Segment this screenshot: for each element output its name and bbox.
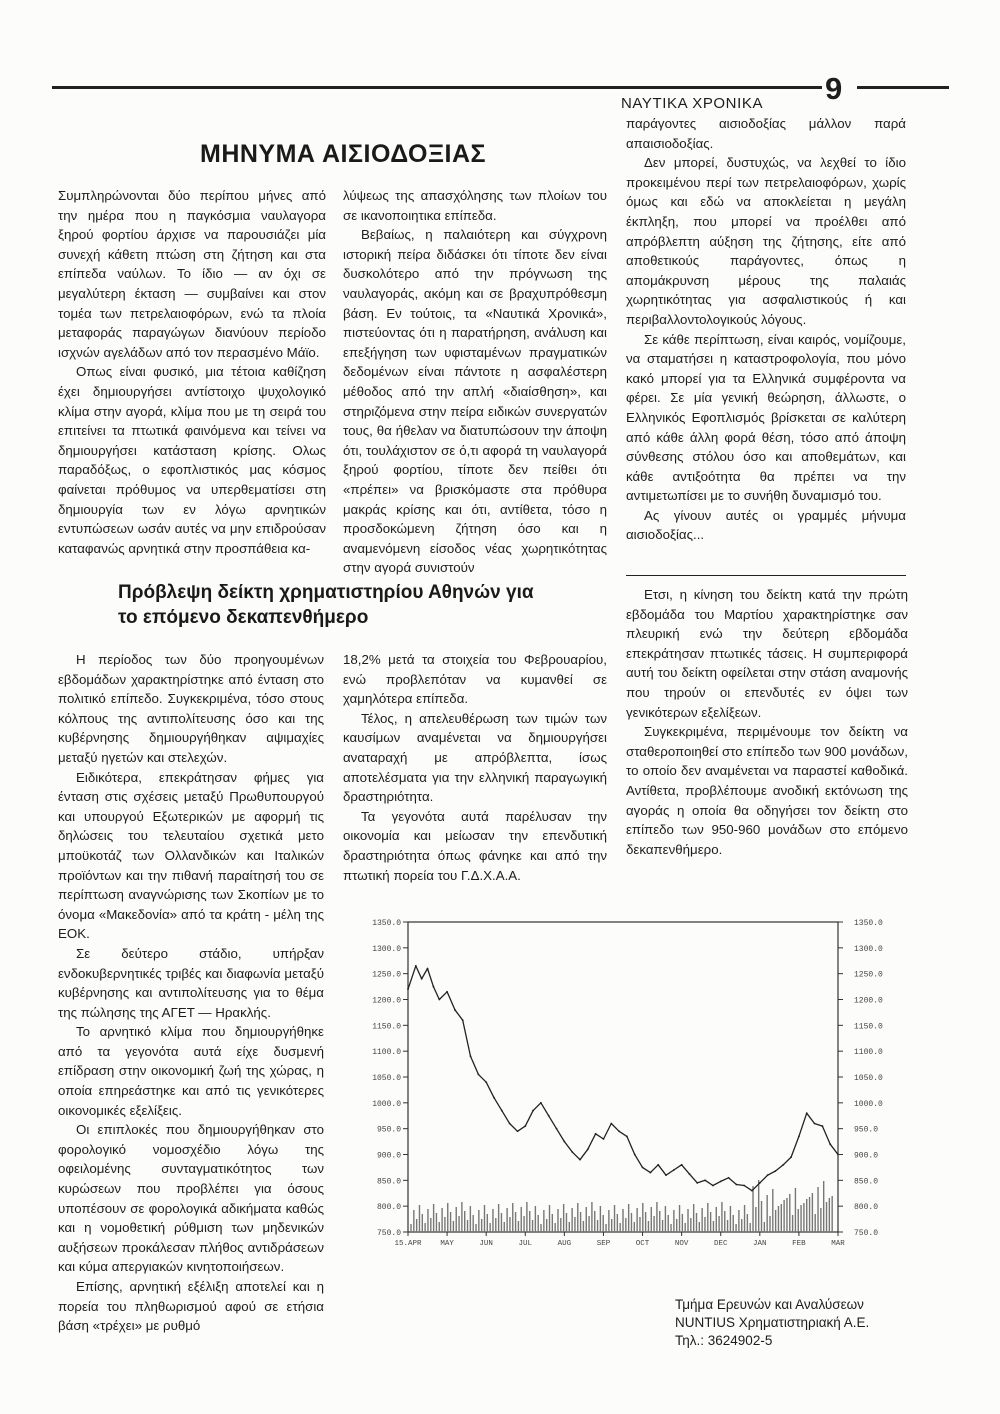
y-tick-label-right: 800.0 — [854, 1203, 879, 1213]
data-point — [634, 1154, 636, 1156]
data-point — [759, 1182, 761, 1184]
data-point — [556, 1128, 558, 1130]
y-tick-label-right: 1100.0 — [854, 1048, 883, 1058]
x-tick-label: AUG — [557, 1240, 572, 1248]
y-tick-label-left: 1050.0 — [372, 1074, 401, 1083]
data-point — [421, 978, 423, 980]
x-tick-label: JUL — [518, 1240, 533, 1248]
data-point — [540, 1102, 542, 1104]
data-point — [407, 988, 409, 990]
data-point — [618, 1130, 620, 1132]
data-point — [728, 1177, 730, 1179]
article2-column-3 — [626, 585, 908, 859]
article2-title-line-1: Πρόβλεψη δείκτη χρηματιστηρίου Αθηνών για — [118, 582, 534, 603]
data-point — [806, 1112, 808, 1114]
paragraph: Ας γίνουν αυτές οι γραμμές μήνυμα αισιοδοξίας... — [626, 507, 906, 543]
paragraph: Τα γεγονότα αυτά παρέλυσαν την οικονομία και μείωσαν την επενδυτική δραστηριότητα όπως φάνηκε και από την πτωτική πορεία του Γ.Δ.Χ.Α.Α. — [343, 808, 607, 883]
data-point — [704, 1179, 706, 1181]
credit-phone: Τηλ.: 3624902-5 — [675, 1333, 773, 1348]
header-rule-left — [52, 86, 822, 89]
y-tick-label-left: 1000.0 — [372, 1099, 401, 1109]
data-point — [433, 986, 435, 988]
paragraph: λύψεως της απασχόλησης των πλοίων του σε ικανοποιητικα επίπεδα. — [343, 188, 607, 223]
section-divider — [626, 575, 906, 576]
x-tick-label: MAR — [831, 1240, 845, 1248]
data-point — [798, 1136, 800, 1138]
y-tick-label-right: 1000.0 — [854, 1099, 883, 1109]
y-tick-label-right: 950.0 — [854, 1125, 879, 1135]
article1-column-3 — [626, 114, 906, 545]
data-point — [446, 991, 448, 993]
paragraph: Τέλος, η απελευθέρωση των τιμών των καυσίμων αναμένεται να δημιουργήσει αναταραχή με απρόβλεπτα, ίσως αποτελέσματα για την ελληνική παραγωγική δραστηριότητα. — [343, 710, 607, 805]
data-point — [790, 1156, 792, 1158]
publication-title: ΝΑΥΤΙΚΑ ΧΡΟΝΙΚΑ — [621, 95, 764, 112]
paragraph: Σε κάθε περίπτωση, είναι καιρός, νομίζουμε, να σταματήσει η καταστροφολογία, που μόνο κακό μπορεί για τα Ελληνικά συμφέροντα να φέρει. Σε μία γενική θεώρηση, άλλωστε, ο Ελληνικός Εφοπλισμός βρίσκεται σε καλύτερη από κάθε άλλη φορά θέση, τόσο από άποψη σύνθεσης στόλου όσο και αποθεμάτων, και κάθε αντιξοότητα θα πρέπει να την αντιμετωπίσει με το συνήθη δυναμισμό του. — [626, 331, 906, 504]
data-point — [485, 1081, 487, 1083]
data-point — [626, 1136, 628, 1138]
y-tick-label-right: 1150.0 — [854, 1022, 883, 1032]
paragraph: παράγοντες αισιοδοξίας μάλλον παρά απαισιοδοξίας. — [626, 116, 906, 151]
paragraph: Οπως είναι φυσικό, μια τέτοια καθίζηση έχει δημιουργήσει αντίστοιχο ψυχολογικό κλίμα στην αγορά, κλίμα που με τη σειρά του επιτείνει τα πτωτικά φαινόμενα και τείνει να δημιουργήσει κατάσταση κρίσης. Ολως παραδόξως, ο εφοπλιστικός μας κόσμος φαίνεται πρόθυμος να υπερθεματίσει στη δημιουργία των εν λόγω αρνητικών εντυπώσεων ωσάν αυτές να μην επιδρούσαν καταφανώς αρνητικά στην προσπάθεια κα- — [58, 364, 326, 556]
index-series-line — [408, 966, 838, 1191]
x-tick-label: SEP — [596, 1240, 611, 1248]
data-point — [454, 1009, 456, 1011]
paragraph: Το αρνητικό κλίμα που δημιουργήθηκε από τα γεγονότα αυτά είχε δυσμενή επίδραση στην οικονομική ζωή της χώρας, η οποία επηρεάστηκε και από τις γενικότερες οικονομικές εξελίξεις. — [58, 1024, 324, 1118]
article2-title-line-2: το επόμενο δεκαπενθήμερο — [118, 607, 369, 628]
credit-department: Τμήμα Ερευνών και Αναλύσεων — [675, 1297, 864, 1312]
data-point — [673, 1169, 675, 1171]
x-tick-label: JUN — [479, 1240, 493, 1248]
paragraph: Επίσης, αρνητική εξέλιξη αποτελεί και η πορεία του πληθωρισμού αφού σε ετήσια βάση «τρέχει» με ρυθμό — [58, 1279, 324, 1334]
y-tick-label-right: 1300.0 — [854, 944, 883, 954]
paragraph: Ειδικότερα, επεκράτησαν φήμες για ένταση στις σχέσεις μεταξύ Πρωθυπουργού και υπουργού Εξωτερικών με αφορμή τις δηλώσεις του τελευταίου σχετικά μετο μποϋκοτάζ των Ολλανδικών και Ιταλικών προϊόντων και την πιθανή παραίτησή του σε περίπτωση αναγνώρισης των Σκοπίων με το όνομα «Μακεδονία» από τα κράτη - μέλη της ΕΟΚ. — [58, 769, 324, 942]
article2-column-1 — [58, 650, 324, 1336]
y-tick-label-left: 1350.0 — [372, 919, 401, 928]
article-title: ΜΗΝΥΜΑ ΑΙΣΙΟΔΟΞΙΑΣ — [200, 140, 487, 168]
data-point — [563, 1141, 565, 1143]
y-tick-label-left: 1100.0 — [372, 1048, 401, 1058]
data-point — [720, 1180, 722, 1182]
data-point — [477, 1074, 479, 1076]
y-tick-label-left: 750.0 — [376, 1229, 401, 1238]
data-point — [775, 1170, 777, 1172]
y-tick-label-right: 900.0 — [854, 1151, 879, 1161]
data-point — [587, 1148, 589, 1150]
y-tick-label-left: 1300.0 — [372, 944, 401, 954]
paragraph: Συμπληρώνονται δύο περίπου μήνες από την ημέρα που η παγκόσμια ναυλαγορα ξηρού φορτίου άρχισε να παρουσιάζει μία συνεχή κάθετη πτώση στη ζήτηση και στα επίπεδα ναύλων. Το ίδιο — αν όχι σε μεγαλύτερη έκταση — συμβαίνει και στον τομέα των πετρελαιοφόρων, ενώ τα πλοία μεταφοράς παραγώγων διανύουν περίοδο ισχνών αγελάδων από τον περασμένο Μάϊο. — [58, 188, 326, 360]
data-point — [548, 1115, 550, 1117]
data-point — [501, 1110, 503, 1112]
data-point — [642, 1167, 644, 1169]
y-tick-label-right: 750.0 — [854, 1229, 879, 1238]
plot-frame — [408, 922, 838, 1232]
paragraph: Ετσι, η κίνηση του δείκτη κατά την πρώτη εβδομάδα του Μαρτίου χαρακτηρίστηκε σαν πλευρική ενώ την δεύτερη εβδομάδα επεκράτησαν πτωτικές τάσεις. Η συμπεριφορά αυτή του δείκτη οφείλεται στην στάση αναμονής που τηρούν οι επενδυτές εν όψει των γενικότερων εξελίξεων. — [626, 587, 908, 720]
x-tick-label: 15.APR — [394, 1240, 422, 1248]
y-tick-label-left: 1150.0 — [372, 1022, 401, 1032]
data-point — [649, 1172, 651, 1174]
data-point — [681, 1164, 683, 1166]
y-tick-label-right: 1200.0 — [854, 996, 883, 1006]
y-tick-label-left: 1200.0 — [372, 996, 401, 1006]
data-point — [579, 1159, 581, 1161]
credit-block — [675, 1296, 869, 1350]
data-point — [524, 1125, 526, 1127]
data-point — [470, 1055, 472, 1057]
data-point — [438, 999, 440, 1001]
data-point — [427, 968, 429, 970]
paragraph: Συγκεκριμένα, περιμένουμε τον δείκτη να σταθεροποιηθεί στο επίπεδο των 900 μονάδων, το οποίο δεν αναμένεται να παραστεί καθοδικά. Αντίθετα, προβλέπουμε ανοδική εκτόνωση της αγοράς η οποία θα οδηγήσει τον δείκτη στο επίπεδο των 950-960 μονάδων στο επόμενο δεκαπενθήμερο. — [626, 724, 908, 857]
data-point — [571, 1151, 573, 1153]
y-tick-label-left: 850.0 — [376, 1177, 401, 1187]
data-point — [532, 1110, 534, 1112]
x-tick-label: DEC — [713, 1240, 728, 1248]
header-rule-right — [857, 86, 949, 89]
paragraph: 18,2% μετά τα στοιχεία του Φεβρουαρίου, ενώ προβλεπόταν να κυμανθεί σε χαμηλότερα επίπεδα. — [343, 652, 607, 707]
data-point — [689, 1173, 691, 1175]
data-point — [603, 1138, 605, 1140]
y-tick-label-left: 800.0 — [376, 1203, 401, 1213]
stock-index-chart — [340, 910, 920, 1270]
data-point — [696, 1182, 698, 1184]
data-point — [767, 1174, 769, 1176]
article2-title — [118, 580, 618, 630]
article2-column-2 — [343, 650, 607, 885]
x-tick-label: FEB — [792, 1240, 806, 1248]
y-tick-label-right: 1350.0 — [854, 919, 883, 928]
data-point — [595, 1133, 597, 1135]
x-tick-label: JAN — [753, 1240, 767, 1248]
credit-company: NUNTIUS Χρηματιστηριακή Α.Ε. — [675, 1315, 870, 1330]
article1-column-2 — [343, 186, 607, 578]
data-point — [657, 1164, 659, 1166]
data-point — [665, 1174, 667, 1176]
data-point — [712, 1185, 714, 1187]
y-tick-label-right: 1250.0 — [854, 970, 883, 980]
paragraph: Σε δεύτερο στάδιο, υπήρξαν ενδοκυβερνητικές τριβές και διαφωνία μεταξύ κυβέρνησης και αντιπολίτευσης για το θέμα της πώλησης της ΑΓΕΤ — Ηρακλής. — [58, 945, 324, 1020]
data-point — [782, 1164, 784, 1166]
data-point — [493, 1097, 495, 1099]
paragraph: Δεν μπορεί, δυστυχώς, να λεχθεί το ίδιο προκειμένου περί των πετρελαιοφόρων, χωρίς όμως και εδώ να αποκλείεται η μεγάλη έκπληξη, που μπορεί να προέλθει από απρόβλεπτη αύξηση της ζήτησης, είτε από αποθετικούς παράγοντες, όπως η απομάκρυνση μέρους της παλαιάς χωρητικότητας για ασφαλιστικούς ή και περιβαλλοντολογικούς λόγους. — [626, 155, 906, 327]
y-tick-label-left: 1250.0 — [372, 970, 401, 980]
x-tick-label: OCT — [635, 1240, 650, 1248]
data-point — [751, 1190, 753, 1192]
data-point — [517, 1130, 519, 1132]
data-point — [735, 1184, 737, 1186]
y-tick-label-right: 1050.0 — [854, 1074, 883, 1083]
data-point — [821, 1125, 823, 1127]
data-point — [415, 965, 417, 967]
x-tick-label: NOV — [674, 1240, 689, 1248]
article1-column-1 — [58, 186, 326, 558]
y-tick-label-left: 900.0 — [376, 1151, 401, 1161]
y-tick-label-right: 850.0 — [854, 1177, 879, 1187]
page-number: 9 — [825, 71, 843, 106]
data-point — [610, 1123, 612, 1125]
data-point — [462, 1019, 464, 1021]
data-point — [829, 1143, 831, 1145]
data-point — [814, 1123, 816, 1125]
paragraph: Βεβαίως, η παλαιότερη και σύγχρονη ιστορική πείρα διδάσκει ότι τίποτε δεν είναι δυσκολότερο από την πρόγνωση της ναυλαγοράς, ακόμη και σε βραχυπρόθεσμη βάση. Εν τούτοις, τα «Ναυτικά Χρονικά», πιστεύοντας ότι η παρατήρηση, ανάλυση και επεξήγηση των υφισταμένων πραγματικών δεδομένων είναι πάντοτε η ασφαλέστερη μέθοδος από την απλή «διαίσθηση», και στηριζόμενα στην πείρα ειδικών συνεργατών τους, θα ήθελαν να διατυπώσουν την άποψη ότι, τουλάχιστον σε ό,τι αφορά τη ναυλαγορά ξηρού φορτίου, τίποτε δεν πείθει ότι «πρέπει» να βρισκόμαστε στα πρόθυρα μακράς κρίσης και ότι, αντίθετα, τόσο η προσδοκώμενη ζήτηση όσο και η αναμενόμενη είσοδος νέας χωρητικότητας στην αγορά συνιστούν — [343, 227, 607, 576]
data-point — [743, 1185, 745, 1187]
paragraph: Η περίοδος των δύο προηγουμένων εβδομάδων χαρακτηρίστηκε από ένταση στο πολιτικό επίπεδο. Συγκεκριμένα, τόσο στους κόλπους της αντιπολίτευσης όσο και της κυβέρνησης δημιουργήθηκαν αψιμαχίες μεταξύ ηγετών και στελεχών. — [58, 652, 324, 765]
x-tick-label: MAY — [440, 1240, 454, 1248]
paragraph: Οι επιπλοκές που δημιουργήθηκαν στο φορολογικό νομοσχέδιο λόγω της οφειλομένης συνταγματικότητος των κυρώσεων που προβλέπει για όσους υποπέσουν σε φορολογικά αδικήματα καθώς και η νομοθετική ρύθμιση των μηδενικών αυξήσεων προκάλεσαν πλήθος αντιδράσεων και κύμα απεργιακών κινητοποιήσεων. — [58, 1122, 324, 1275]
y-tick-label-left: 950.0 — [376, 1125, 401, 1135]
data-point — [509, 1123, 511, 1125]
